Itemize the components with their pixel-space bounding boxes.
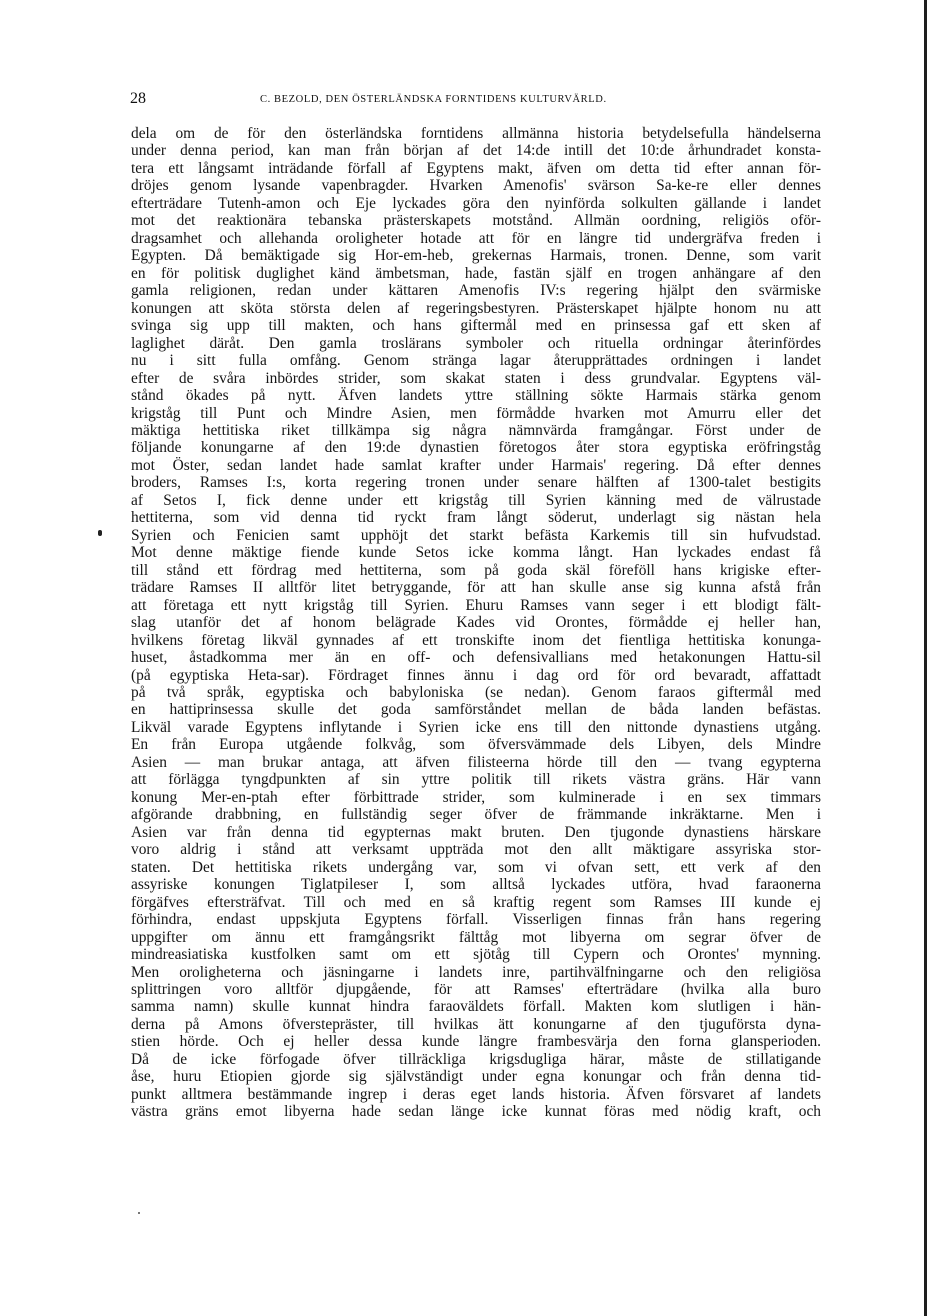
text-line: samma namn) skulle kunnat hindra faraoväldets förfall. Makten kom slutligen i hän- xyxy=(131,998,821,1016)
text-line: hvilkens företag likväl gynnades af ett tronskifte inom det fientliga hettitiska konunga- xyxy=(131,631,821,649)
text-line: afgörande drabbning, en fullständig seger öfver de främmande inkräktarne. Men i xyxy=(131,806,821,824)
text-line: en hattiprinsessa skulle det goda samförståndet mellan de båda landen befästas. xyxy=(131,701,821,719)
text-line: Likväl varade Egyptens inflytande i Syrien icke ens till den nittonde dynastiens utgång. xyxy=(131,718,821,736)
text-line: stien hörde. Och ej heller dessa kunde längre frambesvärja den forna glansperioden. xyxy=(131,1033,821,1051)
text-line: mot det reaktionära tebanska prästerskapets motstånd. Allmän oordning, religiös oför- xyxy=(131,212,821,230)
text-line: till stånd ett fördrag med hettiterna, som på goda skäl föreföll hans krigiske efter- xyxy=(131,561,821,579)
text-line: följande konungarne af den 19:de dynastien företogos åter stora egyptiska eröfringståg xyxy=(131,439,821,457)
text-line: broders, Ramses I:s, korta regering tronen under senare hälften af 1300-talet bestigits xyxy=(131,474,821,492)
text-line: gamla religionen, redan under kättaren Amenofis IV:s regering hjälpt den svärmiske xyxy=(131,282,821,300)
page-header xyxy=(130,90,820,110)
text-line: slag utanför det af honom belägrade Kades vid Orontes, förmådde ej heller han, xyxy=(131,614,821,632)
text-line: uppgifter om ännu ett framgångsrikt fälttåg mot libyerna om segrar öfver de xyxy=(131,928,821,946)
text-line: mindreasiatiska kustfolken samt om ett sjötåg till Cypern och Orontes' mynning. xyxy=(131,946,821,964)
running-head: C. BEZOLD, DEN ÖSTERLÄNDSKA FORNTIDENS KULTURVÄRLD. xyxy=(260,94,607,105)
text-line: konung Mer-en-ptah efter förbittrade strider, som kulminerade i en sex timmars xyxy=(131,788,821,806)
text-line: konungen att sköta största delen af regeringsbestyren. Prästerskapet hjälpte honom nu att xyxy=(131,299,821,317)
text-line: Egypten. Då bemäktigade sig Hor-em-heb, grekernas Harmais, tronen. Denne, som varit xyxy=(131,247,821,265)
text-line: tera ett långsamt inträdande förfall af Egyptens makt, äfven om detta tid efter annan för- xyxy=(131,159,821,177)
text-line: åse, huru Etiopien gjorde sig självständigt under egna konungar och från denna tid- xyxy=(131,1068,821,1086)
text-line: (på egyptiska Heta-sar). Fördraget finnes ännu i dag ord för ord bevaradt, affattadt xyxy=(131,666,821,684)
text-line: staten. Det hettitiska rikets undergång var, som vi ofvan sett, ett verk af den xyxy=(131,858,821,876)
page-number: 28 xyxy=(130,90,146,107)
text-line: att förlägga tyngdpunkten af sin yttre politik till rikets västra gräns. Här vann xyxy=(131,771,821,789)
text-line: af Setos I, fick denne under ett krigståg till Syrien känning med de välrustade xyxy=(131,491,821,509)
text-line: dela om de för den österländska forntidens allmänna historia betydelsefulla händelserna xyxy=(131,125,821,142)
text-line: laglighet däråt. Den gamla troslärans symboler och rituella ordningar återinfördes xyxy=(131,334,821,352)
margin-speck xyxy=(138,1212,140,1214)
page-edge-border xyxy=(924,0,927,1316)
text-line: efter de svåra inbördes strider, som skakat staten i dess grundvalar. Egyptens väl- xyxy=(131,369,821,387)
text-line: En från Europa utgående folkvåg, som öfversvämmade dels Libyen, dels Mindre xyxy=(131,736,821,754)
text-line: Syrien och Fenicien samt upphöjt det starkt befästa Karkemis till sin hufvudstad. xyxy=(131,526,821,544)
text-line: att företaga ett nytt krigståg till Syrien. Ehuru Ramses vann seger i ett blodigt fält- xyxy=(131,596,821,614)
text-line: huset, åstadkomma mer än en off- och defensivallians med hetakonungen Hattu-sil xyxy=(131,649,821,667)
text-line: mot Öster, sedan landet hade samlat krafter under Harmais' regering. Då efter dennes xyxy=(131,456,821,474)
text-line: förgäfves eftersträfvat. Till och med en så kraftig regent som Ramses III kunde ej xyxy=(131,893,821,911)
text-line: voro aldrig i stånd att verksamt uppträda mot den allt mäktigare assyriska stor- xyxy=(131,841,821,859)
text-line: under denna period, kan man från början af det 14:de intill det 10:de århundradet konsta- xyxy=(131,142,821,160)
text-line: dröjes genom lysande vapenbragder. Hvarken Amenofis' svärson Sa-ke-re eller dennes xyxy=(131,177,821,195)
text-line: Men oroligheterna och jäsningarne i landets inre, partihvälfningarne och den religiösa xyxy=(131,963,821,981)
margin-mark xyxy=(98,530,102,536)
text-line: på två språk, egyptiska och babyloniska (se nedan). Genom faraos giftermål med xyxy=(131,684,821,701)
text-line: Asien var från denna tid egypternas makt bruten. Den tjugonde dynastiens härskare xyxy=(131,823,821,841)
text-line: mäktiga hettitiska riket tillkämpa sig några nämnvärda framgångar. Först under de xyxy=(131,421,821,439)
text-line: splittringen voro alltför djupgående, för att Ramses' efterträdare (hvilka alla buro xyxy=(131,980,821,998)
text-line: efterträdare Tutenh-amon och Eje lyckades göra den nyinförda solkulten gällande i landet xyxy=(131,194,821,212)
text-line: nu i sitt fulla omfång. Genom stränga lagar återupprättades ordningen i landet xyxy=(131,352,821,370)
text-line: en för politisk duglighet känd ämbetsman, hade, fastän själf en trogen anhängare af den xyxy=(131,264,821,282)
text-line: dragsamhet och allehanda oroligheter hotade att för en längre tid undergräfva freden i xyxy=(131,229,821,247)
text-line: hettiterna, som vid denna tid ryckt fram långt söderut, underlagt sig nästan hela xyxy=(131,509,821,527)
text-line: punkt alltmera bestämmande ingrep i deras eget lands historia. Äfven försvaret af landets xyxy=(131,1085,821,1103)
text-line: krigståg till Punt och Mindre Asien, men förmådde hvarken mot Amurru eller det xyxy=(131,404,821,422)
text-line: stånd ökades på nytt. Äfven landets yttre ställning sökte Harmais stärka genom xyxy=(131,387,821,405)
text-line: Då de icke förfogade öfver tillräckliga krigsdugliga härar, måste de stillatigande xyxy=(131,1050,821,1068)
text-line: trädare Ramses II alltför litet betryggande, för att han skulle anse sig kunna afstå från xyxy=(131,579,821,597)
text-line: derna på Amons öfverstepräster, till hvilkas ätt konungarne af den tjuguförsta dyna- xyxy=(131,1015,821,1033)
text-line: västra gräns emot libyerna hade sedan länge icke kunnat föras med nödig kraft, och xyxy=(131,1103,821,1121)
text-line: svinga sig upp till makten, och hans giftermål med en prinsessa gaf ett sken af xyxy=(131,317,821,335)
text-line: Mot denne mäktige fiende kunde Setos icke komma långt. Han lyckades endast få xyxy=(131,544,821,562)
text-line: assyriske konungen Tiglatpileser I, som alltså lyckades utföra, hvad faraonerna xyxy=(131,876,821,894)
text-line: Asien — man brukar antaga, att äfven filisteerna hörde till den — tvang egypterna xyxy=(131,753,821,771)
text-line: förhindra, endast uppskjuta Egyptens förfall. Visserligen finnas från hans regering xyxy=(131,911,821,929)
body-text xyxy=(131,125,821,1121)
